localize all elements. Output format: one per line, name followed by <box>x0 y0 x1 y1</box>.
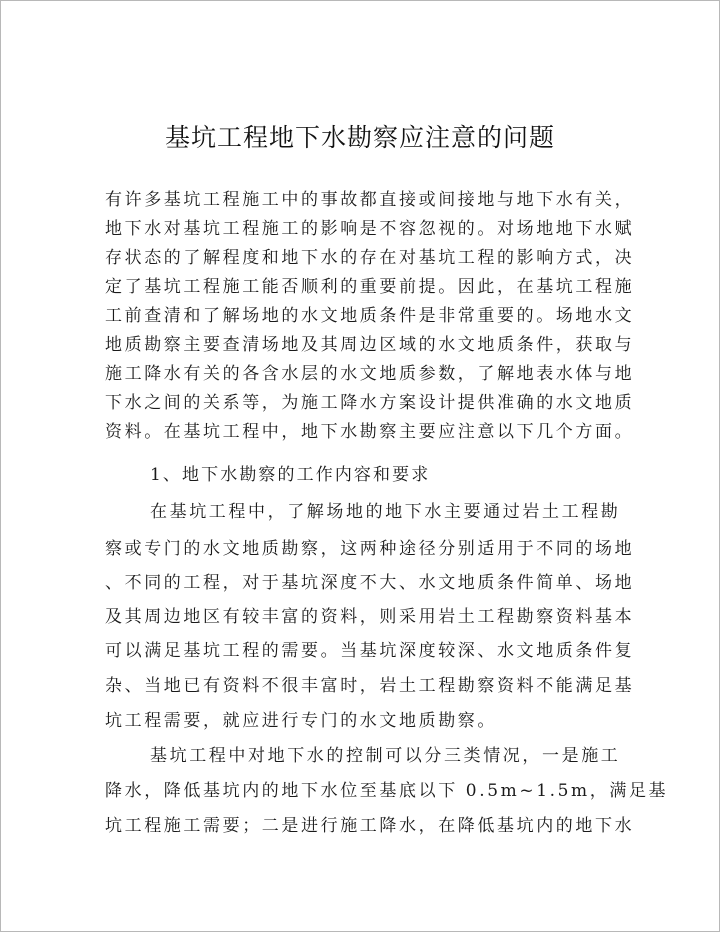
paragraph-3-line: 坑工程施工需要；二是进行施工降水，在降低基坑内的地下水 <box>105 816 635 836</box>
section-heading: 1、地下水勘察的工作内容和要求 <box>150 465 431 485</box>
paragraph-1-line: 存状态的了解程度和地下水的存在对基坑工程的影响方式，决 <box>105 248 635 268</box>
paragraph-1-line: 有许多基坑工程施工中的事故都直接或间接地与地下水有关， <box>105 190 635 210</box>
paragraph-1-line: 下水之间的关系等，为施工降水方案设计提供准确的水文地质 <box>105 393 635 413</box>
paragraph-1-line: 定了基坑工程施工能否顺利的重要前提。因此，在基坑工程施 <box>105 277 635 297</box>
paragraph-3-line: 基坑工程中对地下水的控制可以分三类情况，一是施工 <box>150 746 621 766</box>
paragraph-1-line: 资料。在基坑工程中，地下水勘察主要应注意以下几个方面。 <box>105 422 635 442</box>
paragraph-1-line: 工前查清和了解场地的水文地质条件是非常重要的。场地水文 <box>105 306 635 326</box>
document-title: 基坑工程地下水勘察应注意的问题 <box>164 123 555 152</box>
paragraph-2-line: 杂、当地已有资料不很丰富时，岩土工程勘察资料不能满足基 <box>105 676 635 696</box>
paragraph-2-line: 及其周边地区有较丰富的资料，则采用岩土工程勘察资料基本 <box>105 607 635 627</box>
paragraph-2-line: 察或专门的水文地质勘察，这两种途径分别适用于不同的场地 <box>105 539 635 559</box>
paragraph-2-line: 可以满足基坑工程的需要。当基坑深度较深、水文地质条件复 <box>105 641 635 661</box>
paragraph-1-line: 地下水对基坑工程施工的影响是不容忽视的。对场地地下水赋 <box>105 219 635 239</box>
paragraph-3-line: 降水，降低基坑内的地下水位至基底以下 0.5m~1.5m，满足基 <box>105 781 669 801</box>
paragraph-2-line: 、不同的工程，对于基坑深度不大、水文地质条件简单、场地 <box>105 573 635 593</box>
paragraph-2-line: 坑工程需要，就应进行专门的水文地质勘察。 <box>105 711 497 731</box>
paragraph-2-line: 在基坑工程中，了解场地的地下水主要通过岩土工程勘 <box>150 502 621 522</box>
paragraph-1-line: 施工降水有关的各含水层的水文地质参数，了解地表水体与地 <box>105 364 635 384</box>
paragraph-1-line: 地质勘察主要查清场地及其周边区域的水文地质条件，获取与 <box>105 335 635 355</box>
